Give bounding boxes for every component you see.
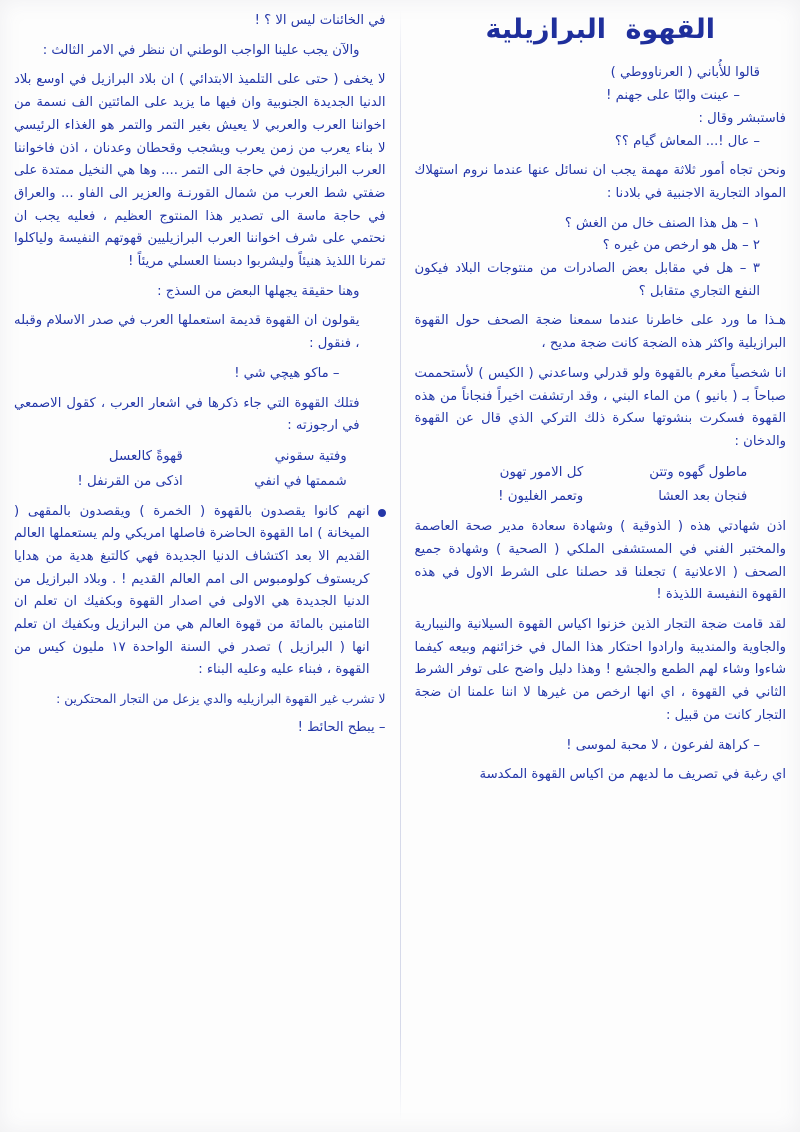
poem-line (14, 445, 386, 470)
poem-hemistich-a: فنجان بعد العشا (658, 489, 748, 505)
poem-hemistich-b: اذكى من القرنفل ! (77, 473, 183, 489)
text-line: – يبطح الحائط ! (297, 720, 386, 736)
poem-hemistich-b: وتعمر الغليون ! (498, 489, 584, 505)
left-col-paragraph-1 (14, 40, 386, 63)
right-col-paragraph-block (415, 62, 787, 153)
text-line: – ماكو هيچي شي ! (234, 365, 340, 381)
left-col-bulleted-paragraph (14, 501, 386, 683)
text-line: والآن يجب علينا الواجب الوطني ان ننظر في الامر الثالث : (42, 42, 360, 58)
poem-line (415, 461, 787, 486)
poem-hemistich-b: كل الامور تهون (499, 464, 584, 480)
poem-hemistich-a: وفتية سقوني (274, 448, 347, 464)
text-line: اي رغبة في تصريف ما لديهم من اكياس القهوة المكدسة (479, 767, 786, 783)
text-line: قالوا للأُباني ( العرناووطي ) (610, 65, 760, 81)
text-line: انهم كانوا يقصدون بالقهوة ( الخمرة ) ويقصدون بالمقهى ( الميخانة ) اما القهوة الحاضرة فاصلها امريكي ولم يستعملها العالم القديم الا بعد اكتشاف الدنيا الجديدة فهي كالتبغ هدية من هدايا كريستوف كولومبوس الى امم العالم القديم ! . وبلاد البرازيل من الدنيا الجديدة هي الاولى في اصدار القهوة وبكفيك ان تعلم ان الثامنين بالمائة من قهوة العالم هي من البرازيل وبكفيك ان تعلم انها ( البرازيل ) تصدر في السنة الواحدة ١٧ مليون كيس من القهوة ، فبناء عليه وعليه البناء : (14, 503, 370, 678)
text-line: وهنا حقيقة يجهلها البعض من السذج : (157, 283, 360, 299)
list-item: ٣ – هل في مقابل بعض الصادرات من منتوجات البلاد فيكون النفع التجاري متقابل ؟ (414, 261, 760, 299)
column-divider (400, 10, 401, 1122)
text-line: هـذا ما ورد على خاطرنا عندما سمعنا ضجة الصحف حول القهوة البرازيلية واكثر هذه الضجة كانت ضجة مديح ، (414, 313, 786, 352)
page-title: القهوة البرازيلية (485, 14, 715, 45)
text-line: لا تشرب غير القهوة البرازيليه والدي يزعل من التجار المحتكرين : (56, 692, 386, 707)
bullet-icon (378, 509, 386, 517)
text-line: – كراهة لفرعون ، لا محبة لموسى ! (566, 737, 760, 753)
left-col-paragraph-3 (14, 281, 386, 304)
right-col-paragraph-4 (415, 516, 787, 607)
right-col-paragraph-6 (415, 764, 787, 787)
text-line: انا شخصياً مغرم بالقهوة ولو قدرلي وساعدني ( الكيس ) لأستحممت صباحاً بـ ( بانيو ) من الماء البني ، وقد ارتشفت اخيراً فنجاناً من هذه القهوة فسكرت بنشوتها سكرة ذلك التركي الذي قال عن القهوة والدخان : (414, 365, 786, 449)
text-line: في الخائنات ليس الا ؟ ! (254, 13, 386, 28)
right-col-question-list (415, 213, 787, 304)
bullet-paragraph-text (14, 501, 370, 683)
left-column (14, 10, 390, 1122)
poem-line (14, 470, 386, 495)
left-col-closing-2 (14, 717, 386, 740)
text-line: – عينت والبّا على جهنم ! (606, 88, 740, 104)
text-line: ونحن تجاه أمور ثلاثة مهمة يجب ان نسائل عنها عندما نروم استهلاك المواد التجارية الاجنبية في بلادنا : (414, 163, 786, 201)
poem-line (415, 485, 787, 510)
poem-hemistich-b: قهوةً كالعسل (108, 448, 183, 464)
right-col-questions-intro (415, 160, 787, 205)
two-column-layout (14, 10, 786, 1122)
right-col-paragraph-5 (415, 614, 787, 728)
right-column (411, 10, 787, 1122)
list-item: ١ – هل هذا الصنف خال من الغش ؟ (564, 215, 760, 231)
right-col-paragraph-2 (415, 310, 787, 355)
right-col-paragraph-3 (415, 363, 787, 454)
left-col-paragraph-2 (14, 69, 386, 273)
text-line: فاستبشر وقال : (698, 110, 786, 126)
text-line: – عال !... المعاش گيام ؟؟ (614, 133, 760, 149)
text-line: لا يخفى ( حتى على التلميذ الابتدائي ) ان بلاد البرازيل في اوسع بلاد الدنيا الجديدة الجنوبية وان فيها ما يزيد على المائتين الف نسمة من اخواننا العرب والعربي لا يعيش بغير التمر والتمر هو الغذاء الرئيسي لا بناء يعرب من زمن يعرب ويشجب وقحطان وعدنان ، اذن فاخواننا العرب البرازيليون في حاجة الى التمر .... وها هي النخيل ممتدة على ضفتي شط العرب من شمال القورنـة والعزير الى الفاو ... والعراق في حاجة ماسة الى تصدير هذا المنتوج العظيم ، فعليه يجب ان نحتمي على شرف اخواننا العرب البرازيليين قهوتهم النفيسة ولياكلوا تمرنا اللذيذ هنيئاً وليشربوا دبسنا العسلي مريئاً ! (14, 72, 386, 270)
left-col-closing-1 (14, 689, 386, 710)
text-line: فتلك القهوة التي جاء ذكرها في اشعار العرب ، كقول الاصمعي في ارجوزته : (14, 395, 360, 434)
poem-hemistich-a: ماطول گهوه وتتن (649, 464, 748, 480)
right-col-quote (415, 735, 787, 758)
text-line: اذن شهادتي هذه ( الذوقية ) وشهادة سعادة مدير صحة العاصمة والمختبر الفني في المستشفى الملكي ( الصحية ) وشهادة جميع الصحف ( الاعلانية ) تجعلنا قد حصلنا على الشرط الاول في هذه القهوة النفيسة اللذيذة ! (414, 519, 786, 603)
right-col-poem (415, 461, 787, 511)
text-line: يقولون ان القهوة قديمة استعملها العرب في صدر الاسلام وقبله ، فنقول : (14, 313, 360, 352)
list-item: ٢ – هل هو ارخص من غيره ؟ (602, 238, 760, 254)
left-col-poem (14, 445, 386, 495)
left-col-continuation (14, 10, 386, 33)
left-col-quote (14, 363, 386, 386)
text-line: لقد قامت ضجة التجار الذين خزنوا اكياس القهوة السيلانية والنيبارية والجاوية والمنديبة وارادوا احتكار هذا المال في خزائنهم وبيعه كيفما شاءوا وشاء لهم الطمع والجشع ! وهذا دليل واضح على توفر الشرط الثاني في القهوة ، اي انها ارخص من غيرها لا اننا علمنا ان ضجة التجار كانت من قبيل : (414, 617, 786, 723)
left-col-paragraph-5 (14, 393, 386, 438)
poem-hemistich-a: شممتها في انفي (254, 473, 347, 489)
left-col-paragraph-4 (14, 310, 386, 355)
